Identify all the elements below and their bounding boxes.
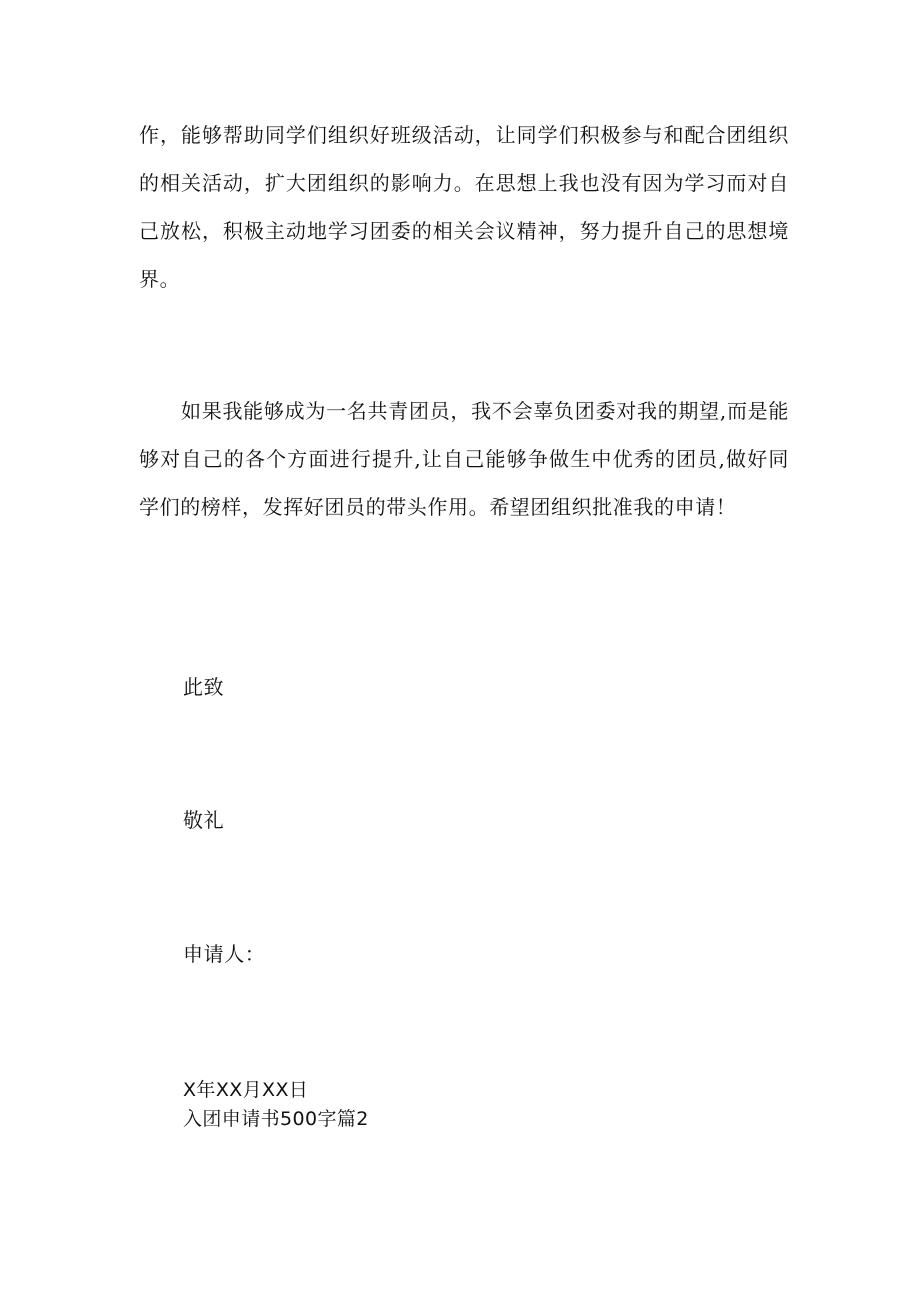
body-paragraph-1: 作，能够帮助同学们组织好班级活动，让同学们积极参与和配合团组织的相关活动，扩大团组织的影响力。在思想上我也没有因为学习而对自己放松，积极主动地学习团委的相关会议精神，努力提升自己的思想境界。	[139, 123, 789, 291]
date-line: X年XX月XX日	[183, 1079, 309, 1101]
applicant-label: 申请人：	[183, 942, 266, 966]
body-paragraph-2: 如果我能够成为一名共青团员，我不会辜负团委对我的期望,而是能够对自己的各个方面进行提升,让自己能够争做生中优秀的团员,做好同学们的榜样，发挥好团员的带头作用。希望团组织批准我的申请！	[139, 399, 789, 519]
closing-greeting: 此致	[183, 675, 225, 699]
next-section-title: 入团申请书500字篇2	[183, 1108, 369, 1130]
closing-salute: 敬礼	[183, 808, 225, 832]
